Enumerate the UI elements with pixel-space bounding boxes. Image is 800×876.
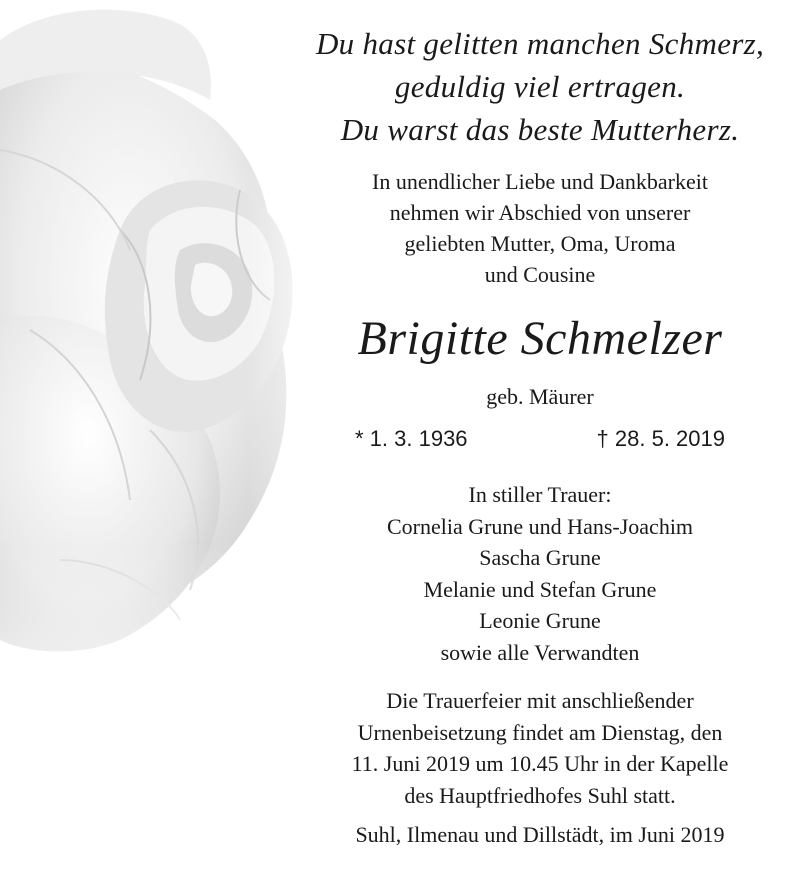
mourner: Sascha Grune: [479, 545, 601, 570]
funeral-line: 11. Juni 2019 um 10.45 Uhr in der Kapelle: [351, 751, 729, 776]
mourners-heading: In stiller Trauer:: [468, 482, 612, 507]
mourner: sowie alle Verwandten: [440, 639, 640, 665]
poem-line: Du warst das beste Mutterherz.: [340, 112, 740, 147]
funeral-line: Urnenbeisetzung findet am Dienstag, den: [357, 719, 723, 745]
rose-image: [0, 0, 330, 876]
life-dates: [355, 422, 735, 456]
poem-line: geduldig viel ertragen.: [394, 69, 686, 104]
intro-line: nehmen wir Abschied von unserer: [389, 200, 691, 225]
intro-text: [300, 166, 780, 290]
intro-line: und Cousine: [484, 262, 596, 287]
intro-line: geliebten Mutter, Oma, Uroma: [404, 231, 676, 256]
mourner: Leonie Grune: [479, 608, 601, 633]
deceased-name: Brigitte Schmelzer: [357, 312, 723, 365]
funeral-line: Die Trauerfeier mit anschließender: [386, 688, 694, 713]
mourner: Cornelia Grune und Hans-Joachim: [386, 513, 694, 539]
funeral-notice: [300, 685, 780, 811]
intro-line: In unendlicher Liebe und Dankbarkeit: [372, 169, 708, 194]
funeral-line: des Hauptfriedhofes Suhl statt.: [404, 782, 676, 808]
poem: [300, 22, 780, 151]
death-date: † 28. 5. 2019: [596, 426, 725, 451]
birth-name: geb. Mäurer: [486, 384, 594, 409]
poem-line: Du hast gelitten manchen Schmerz,: [315, 26, 765, 61]
mourners-list: [300, 479, 780, 668]
mourner: Melanie und Stefan Grune: [423, 576, 657, 602]
birth-date: * 1. 3. 1936: [355, 426, 468, 451]
place-date: Suhl, Ilmenau und Dillstädt, im Juni 2019: [355, 822, 725, 847]
